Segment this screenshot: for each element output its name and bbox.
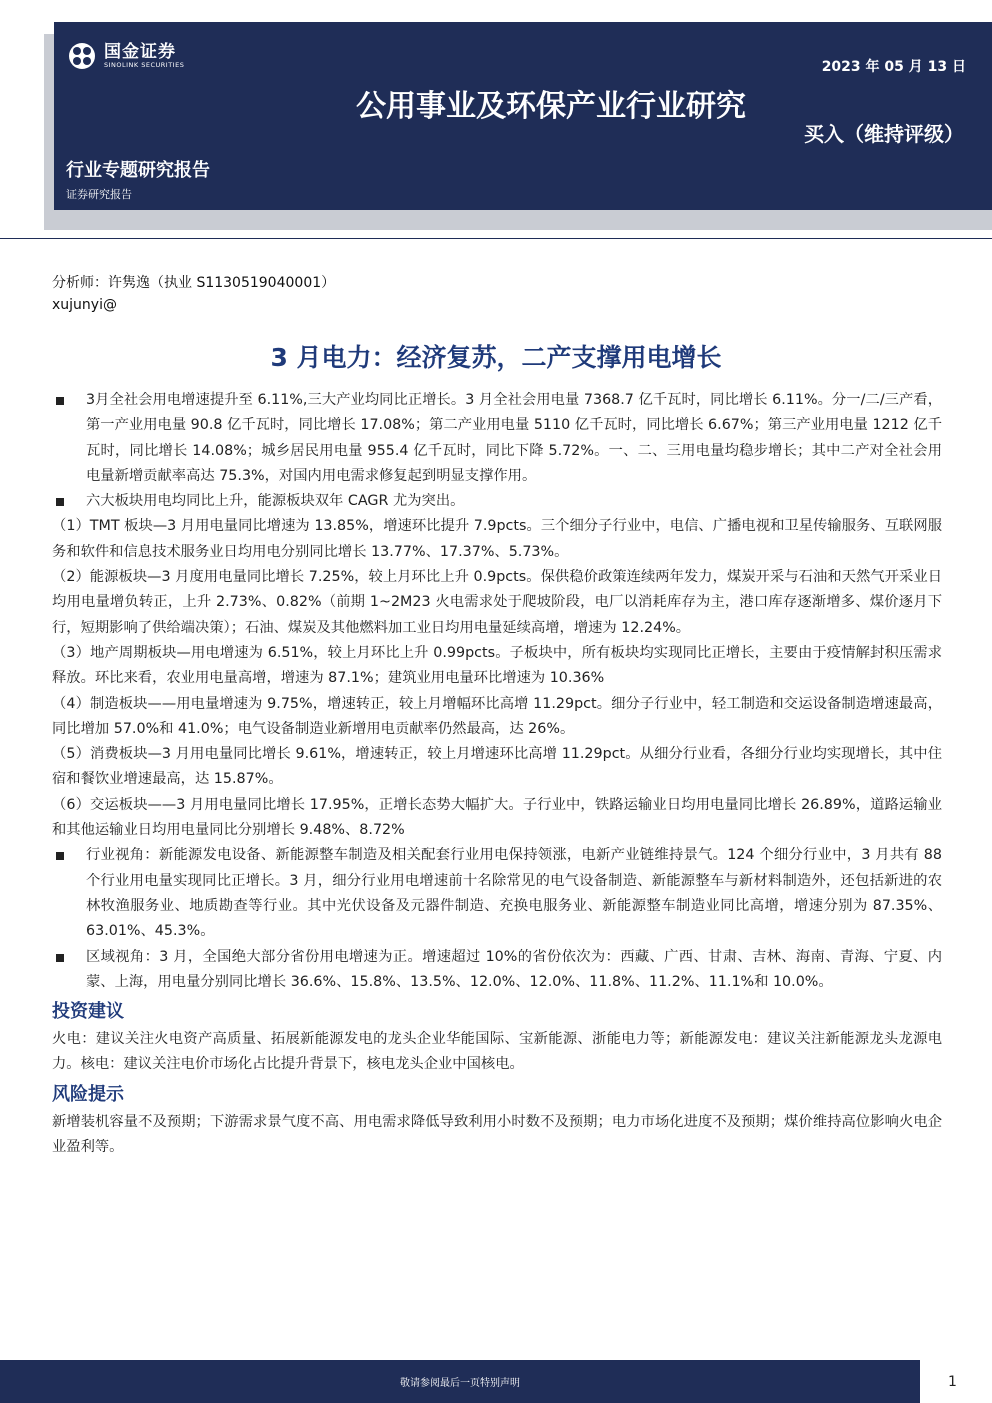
paragraph-tmt: （1）TMT 板块—3 月用电量同比增速为 13.85%，增速环比提升 7.9pcts。三个细分子行业中，电信、广播电视和卫星传输服务、互联网服务和软件和信息技术服务业日均用电分别同比增长 13.77%、17.37%、5.73%。 (52, 518, 942, 560)
company-logo (68, 42, 184, 70)
invest-text: 火电：建议关注火电资产高质量、拓展新能源发电的龙头企业华能国际、宝新能源、浙能电力等；新能源发电：建议关注新能源龙头龙源电力。核电：建议关注电价市场化占比提升背景下，核电龙头企业中国核电。 (52, 1031, 942, 1073)
invest-heading: 投资建议 (52, 1001, 124, 1023)
paragraph-property: （3）地产周期板块—用电增速为 6.51%，较上月环比上升 0.99pcts。子板块中，所有板块均实现同比正增长，主要由于疫情解封积压需求释放。环比来看，农业用电量高增，增速为 87.1%；建筑业用电量环比增速为 10.36% (52, 644, 942, 687)
analyst-name: 分析师：许隽逸（执业 S1130519040001） (52, 275, 336, 291)
logo-mark-icon (68, 42, 96, 70)
header-divider (0, 238, 992, 239)
paragraph-overview: 3月全社会用电增速提升至 6.11%,三大产业均同比正增长。3 月全社会用电量 7368.7 亿千瓦时，同比增长 6.11%。分一/二/三产看，第一产业用电量 90.8 亿千瓦时，同比增长 17.08%；第二产业用电量 5110 亿千瓦时，同比增长 6.67%；第三产业用电量 1212 亿千瓦时，同比增长 14.08%；城乡居民用电量 955.4 亿千瓦时，同比下降 5.72%。一、二、三用电量均稳步增长；其中二产对全社会用电量新增贡献率高达 75.3%，对国内用电需求修复起到明显支撑作用。 (52, 388, 942, 489)
bullet-square-icon (56, 397, 64, 405)
report-type: 行业专题研究报告 (66, 160, 210, 181)
bullet-square-icon (56, 954, 64, 962)
report-title: 3 月电力：经济复苏，二产支撑用电增长 (270, 343, 722, 372)
bullet-square-icon (56, 852, 64, 860)
logo-name-cn: 国金证券 (104, 42, 176, 62)
paragraph-region-view: 区域视角：3 月，全国绝大部分省份用电增速为正。增速超过 10%的省份依次为：西藏、广西、甘肃、吉林、海南、青海、宁夏、内蒙、上海，用电量分别同比增长 36.6%、15.8%、13.5%、12.0%、12.0%、11.8%、11.2%、11.1%和 10.0%。 (52, 945, 942, 996)
page-number: 1 (948, 1374, 957, 1390)
logo-name-en: SINOLINK SECURITIES (104, 61, 185, 69)
rating: 买入（维持评级） (804, 122, 964, 146)
industry-title: 公用事业及环保产业行业研究 (356, 89, 746, 124)
header-banner (54, 22, 992, 210)
analyst-info (52, 272, 335, 316)
risk-heading: 风险提示 (52, 1083, 124, 1105)
bullet-square-icon (56, 498, 64, 506)
risk-text: 新增装机容量不及预期；下游需求景气度不高、用电需求降低导致利用小时数不及预期；电力市场化进度不及预期；煤价维持高位影响火电企业盈利等。 (52, 1113, 942, 1156)
report-body (52, 388, 942, 1160)
analyst-email[interactable]: xujunyi@ (52, 297, 117, 313)
paragraph-manufacturing: （4）制造板块——用电量增速为 9.75%，增速转正，较上月增幅环比高增 11.29pct。细分子行业中，轻工制造和交运设备制造增速最高，同比增加 57.0%和 41.0%；电气设备制造业新增用电贡献率仍然最高，达 26%。 (52, 695, 942, 737)
paragraph-transport: （6）交运板块——3 月用电量同比增长 17.95%，正增长态势大幅扩大。子行业中，铁路运输业日均用电量同比增长 26.89%，道路运输业和其他运输业日均用电量同比分别增长 9.48%、8.72% (52, 796, 942, 839)
paragraph-industry-view: 行业视角：新能源发电设备、新能源整车制造及相关配套行业用电保持领涨，电新产业链维持景气。124 个细分行业中，3 月共有 88 个行业用电量实现同比正增长。3 月，细分行业用电增速前十名除常见的电气设备制造、新能源整车与新材料制造外，还包括新进的农林牧渔服务业、地质勘查等行业。其中光伏设备及元器件制造、充换电服务业、新能源整车制造业同比高增，增速分别为 87.35%、63.01%、45.3%。 (52, 843, 942, 944)
paragraph-energy: （2）能源板块—3 月度用电量同比增长 7.25%，较上月环比上升 0.9pcts。保供稳价政策连续两年发力，煤炭开采与石油和天然气开采业日均用电量增负转正，上升 2.73%、0.82%（前期 1~2M23 火电需求处于爬坡阶段，电厂以消耗库存为主，港口库存逐渐增多、煤价逐月下行，短期影响了供给端决策）；石油、煤炭及其他燃料加工业日均用电量延续高增，增速为 12.24%。 (52, 569, 942, 636)
report-sub-label: 证券研究报告 (66, 188, 132, 201)
paragraph-consumer: （5）消费板块—3 月用电量同比增长 9.61%，增速转正，较上月增速环比高增 11.29pct。从细分行业看，各细分行业均实现增长，其中住宿和餐饮业增速最高，达 15.87%。 (52, 746, 942, 788)
footer-disclaimer-note: 敬请参阅最后一页特别声明 (400, 1378, 520, 1389)
report-date: 2023 年 05 月 13 日 (821, 59, 966, 75)
paragraph-sectors: 六大板块用电均同比上升，能源板块双年 CAGR 尤为突出。 (52, 489, 942, 514)
